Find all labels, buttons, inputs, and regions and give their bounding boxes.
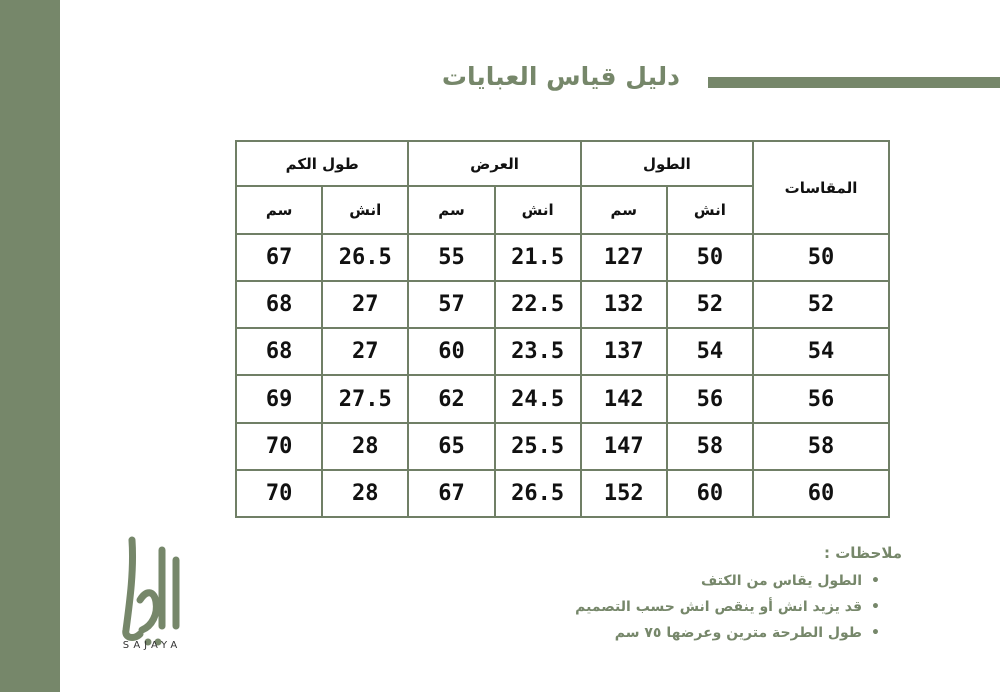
- size-cell: 54: [753, 328, 889, 375]
- sleeve-inch-cell: 28: [322, 423, 408, 470]
- sleeve-inch-cell: 27: [322, 328, 408, 375]
- size-cell: 50: [753, 234, 889, 281]
- length-cm-cell: 142: [581, 375, 667, 422]
- sleeve-cm-cell: 67: [236, 234, 322, 281]
- table-row: [236, 234, 889, 281]
- width-group-header: العرض: [408, 141, 580, 186]
- length-group-header: الطول: [581, 141, 753, 186]
- sleeve-cm-header: سم: [236, 186, 322, 234]
- size-cell: 58: [753, 423, 889, 470]
- length-cm-cell: 152: [581, 470, 667, 517]
- width-inch-cell: 22.5: [495, 281, 581, 328]
- length-inch-cell: 50: [667, 234, 753, 281]
- list-item: • الطول يقاس من الكتف: [440, 568, 880, 594]
- table-row: [236, 375, 889, 422]
- length-cm-cell: 147: [581, 423, 667, 470]
- list-item: • قد يزيد انش أو ينقص انش حسب التصميم: [440, 594, 880, 620]
- sajaya-logo: [112, 530, 192, 650]
- width-inch-cell: 24.5: [495, 375, 581, 422]
- list-item: • طول الطرحة مترين وعرضها ٧٥ سم: [440, 620, 880, 646]
- size-column-header: المقاسات: [753, 141, 889, 234]
- length-cm-cell: 132: [581, 281, 667, 328]
- length-inch-cell: 56: [667, 375, 753, 422]
- size-cell: 60: [753, 470, 889, 517]
- page-title: دليل قياس العبايات: [441, 62, 680, 91]
- table-group-header-row: [236, 141, 889, 186]
- width-cm-header: سم: [408, 186, 494, 234]
- table-row: [236, 281, 889, 328]
- table-row: [236, 423, 889, 470]
- left-sidebar-bar: [0, 0, 60, 692]
- length-cm-header: سم: [581, 186, 667, 234]
- size-chart-table: [235, 140, 890, 518]
- sleeve-inch-cell: 28: [322, 470, 408, 517]
- sleeve-cm-cell: 68: [236, 281, 322, 328]
- size-cell: 52: [753, 281, 889, 328]
- sleeve-cm-cell: 70: [236, 423, 322, 470]
- width-inch-cell: 21.5: [495, 234, 581, 281]
- notes-title: ملاحظات :: [823, 544, 902, 562]
- width-inch-header: انش: [495, 186, 581, 234]
- sleeve-inch-cell: 27.5: [322, 375, 408, 422]
- title-accent-bar: [708, 77, 1000, 88]
- sleeve-inch-header: انش: [322, 186, 408, 234]
- sleeve-inch-cell: 27: [322, 281, 408, 328]
- width-cm-cell: 55: [408, 234, 494, 281]
- table-row: [236, 470, 889, 517]
- width-cm-cell: 60: [408, 328, 494, 375]
- sleeve-inch-cell: 26.5: [322, 234, 408, 281]
- length-cm-cell: 127: [581, 234, 667, 281]
- length-cm-cell: 137: [581, 328, 667, 375]
- notes-list: [440, 568, 902, 646]
- logo-wordmark: SAJAYA: [122, 640, 182, 651]
- width-cm-cell: 65: [408, 423, 494, 470]
- sleeve-group-header: طول الكم: [236, 141, 408, 186]
- sleeve-cm-cell: 70: [236, 470, 322, 517]
- width-inch-cell: 23.5: [495, 328, 581, 375]
- length-inch-cell: 58: [667, 423, 753, 470]
- width-inch-cell: 25.5: [495, 423, 581, 470]
- sleeve-cm-cell: 68: [236, 328, 322, 375]
- length-inch-cell: 60: [667, 470, 753, 517]
- length-inch-cell: 52: [667, 281, 753, 328]
- width-inch-cell: 26.5: [495, 470, 581, 517]
- size-cell: 56: [753, 375, 889, 422]
- sleeve-cm-cell: 69: [236, 375, 322, 422]
- width-cm-cell: 57: [408, 281, 494, 328]
- length-inch-cell: 54: [667, 328, 753, 375]
- width-cm-cell: 67: [408, 470, 494, 517]
- notes-section: [440, 544, 902, 646]
- width-cm-cell: 62: [408, 375, 494, 422]
- table-row: [236, 328, 889, 375]
- length-inch-header: انش: [667, 186, 753, 234]
